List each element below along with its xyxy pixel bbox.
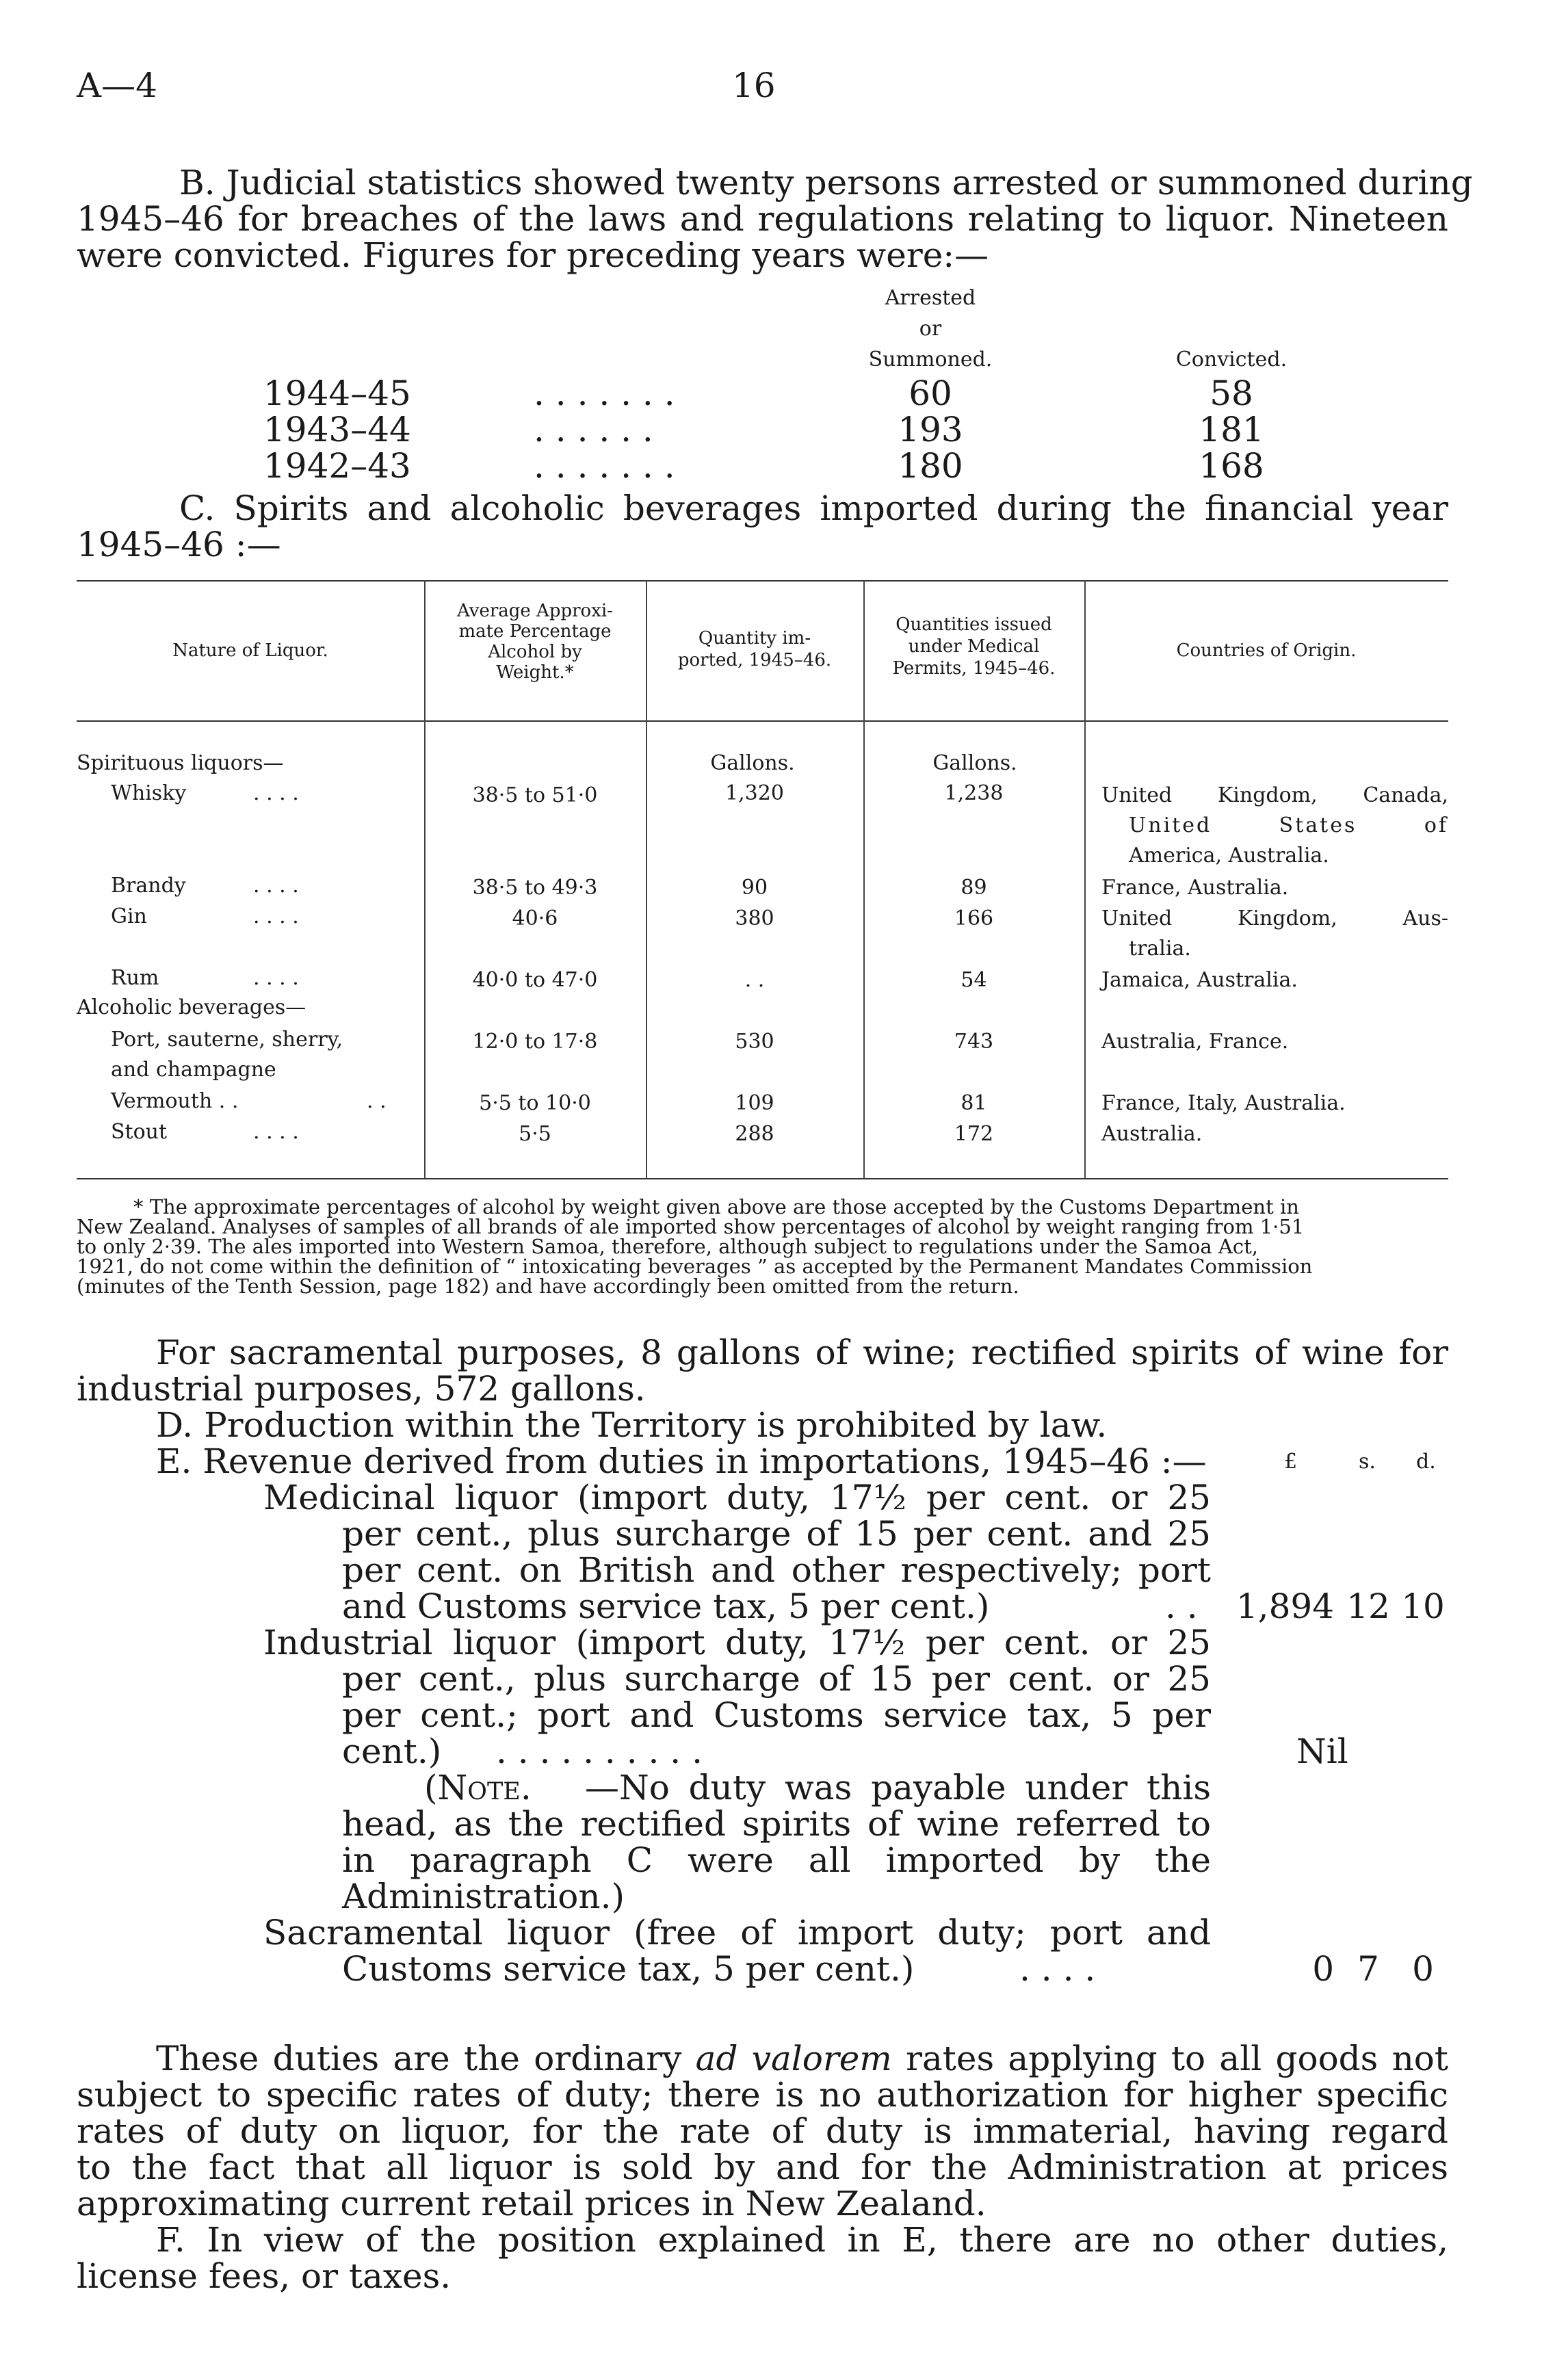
alcohol-percent: 38·5 to 49·3 <box>472 876 598 900</box>
note-line-1: —No duty was payable under this <box>585 1768 1211 1807</box>
header-percent-1: Average Approxi- <box>457 601 613 621</box>
liquor-name: Vermouth . . <box>111 1089 239 1113</box>
footnote-line: New Zealand. Analyses of samples of all brands of ale imported show percentages of alcohol by weight ranging from 1·51 <box>77 1215 1305 1238</box>
medicinal-line-3: per cent. on British and other respectively; port <box>342 1550 1211 1590</box>
quantity-imported: 90 <box>741 876 768 900</box>
leader-dots: . . . . <box>253 781 299 805</box>
closing-line-1-start: These duties are the ordinary <box>156 2039 696 2078</box>
closing-line-5: approximating current retail prices in New Zealand. <box>77 2184 986 2223</box>
sacramental-paragraph-line-1: For sacramental purposes, 8 gallons of wine; rectified spirits of wine for <box>156 1333 1448 1372</box>
stats-arrested: 193 <box>898 410 963 449</box>
table-bottom-rule <box>77 1178 1448 1179</box>
leader-dots: . . . . <box>253 1120 299 1144</box>
origin-line: tralia. <box>1129 937 1191 961</box>
liquor-name: Stout <box>111 1120 168 1144</box>
footnote-line: * The approximate percentages of alcohol by weight given above are those accepted by the Customs Department in <box>133 1195 1299 1218</box>
origin-line: France, Australia. <box>1101 876 1289 900</box>
sacramental-leader-dots: . . . . <box>1019 1949 1096 1989</box>
currency-pounds-heading: £ <box>1284 1450 1298 1474</box>
alcohol-percent: 5·5 <box>519 1122 551 1146</box>
section-f-line-2: license fees, or taxes. <box>77 2256 452 2296</box>
medicinal-leader-dots: . . <box>1165 1587 1198 1626</box>
alcohol-percent: 40·6 <box>512 906 558 930</box>
alcohol-percent: 38·5 to 51·0 <box>472 783 598 807</box>
sacramental-line-1: Sacramental liquor (free of import duty; port and <box>263 1913 1211 1953</box>
origin-line: France, Italy, Australia. <box>1101 1091 1346 1115</box>
note-line-3: in paragraph C were all imported by the <box>342 1840 1211 1880</box>
medicinal-amount-pounds: 1,894 <box>1236 1587 1334 1626</box>
closing-line-1-end: rates applying to all goods not <box>891 2039 1449 2078</box>
footnote-line: to only 2·39. The ales imported into Western Samoa, therefore, although subject to regulations under the Samoa Act, <box>77 1235 1258 1258</box>
quantity-medical: 1,238 <box>944 781 1004 805</box>
section-b-line-2: 1945–46 for breaches of the laws and regulations relating to liquor. Nineteen <box>77 199 1448 239</box>
section-c-line-1: C. Spirits and alcoholic beverages imported during the financial year <box>179 488 1448 528</box>
header-origin: Countries of Origin. <box>1176 640 1357 661</box>
note-line-2: head, as the rectified spirits of wine referred to <box>342 1804 1211 1844</box>
industrial-leader-dots: . . . . . . . . . . <box>496 1732 703 1771</box>
liquor-name: Port, sauterne, sherry, <box>111 1028 343 1052</box>
header-medical-2: under Medical <box>908 636 1040 657</box>
stats-convicted: 168 <box>1199 446 1264 486</box>
alcohol-percent: 5·5 to 10·0 <box>479 1091 591 1115</box>
quantity-medical: 89 <box>961 876 987 900</box>
liquor-name-continued: and champagne <box>111 1058 276 1082</box>
stats-year: 1944–45 <box>263 374 411 413</box>
quantity-medical: 81 <box>961 1091 987 1115</box>
stats-leader: . . . . . . . <box>534 374 675 413</box>
industrial-line-4: cent.) <box>342 1732 442 1771</box>
header-imported-1: Quantity im- <box>698 628 811 649</box>
industrial-line-2: per cent., plus surcharge of 15 per cent. or 25 <box>342 1659 1211 1699</box>
section-b-line-1: B. Judicial statistics showed twenty persons arrested or summoned during <box>179 163 1473 203</box>
liquor-name: Brandy <box>111 874 186 898</box>
liquor-name: Whisky <box>111 781 187 805</box>
stats-leader: . . . . . . <box>534 410 653 449</box>
col-convicted-heading: Convicted. <box>1175 348 1288 371</box>
quantity-medical: 172 <box>954 1122 994 1146</box>
sacramental-amount-pounds: 0 <box>1312 1949 1334 1989</box>
header-percent-2: mate Percentage <box>458 621 612 642</box>
stats-arrested: 60 <box>909 374 952 413</box>
medicinal-amount-shillings: 12 <box>1346 1587 1390 1626</box>
table-top-rule <box>77 580 1448 582</box>
medicinal-amount-pence: 10 <box>1401 1587 1445 1626</box>
origin-line: United Kingdom, Aus- <box>1101 906 1448 930</box>
header-medical-1: Quantities issued <box>896 614 1052 635</box>
group-alcoholic: Alcoholic beverages— <box>77 995 306 1019</box>
col-arrested-heading-2: or <box>919 317 942 341</box>
header-imported-2: ported, 1945–46. <box>677 650 832 670</box>
liquor-name: Rum <box>111 966 159 990</box>
stats-convicted: 181 <box>1199 410 1264 449</box>
closing-line-1 <box>156 2040 1448 2078</box>
quantity-imported: 288 <box>735 1122 774 1146</box>
quantity-imported: 530 <box>735 1030 774 1054</box>
header-percent-4: Weight.* <box>496 662 574 683</box>
origin-line: Jamaica, Australia. <box>1101 968 1298 992</box>
industrial-line-1: Industrial liquor (import duty, 17½ per cent. or 25 <box>263 1623 1211 1662</box>
stats-convicted: 58 <box>1210 374 1253 413</box>
sacramental-amount-pence: 0 <box>1412 1949 1434 1989</box>
section-b-line-3: were convicted. Figures for preceding years were:— <box>77 235 989 275</box>
quantity-medical: 54 <box>961 968 987 992</box>
alcohol-percent: 12·0 to 17·8 <box>472 1030 598 1054</box>
note-line-4: Administration.) <box>342 1877 625 1916</box>
quantity-medical: 743 <box>954 1030 994 1054</box>
group-spirituous: Spirituous liquors— <box>77 751 284 775</box>
stats-arrested: 180 <box>898 446 963 486</box>
sacramental-line-2: Customs service tax, 5 per cent.) <box>342 1949 915 1989</box>
quantity-imported: 109 <box>735 1091 774 1115</box>
stats-leader: . . . . . . . <box>534 446 675 486</box>
closing-line-3: rates of duty on liquor, for the rate of duty is immaterial, having regard <box>77 2111 1448 2151</box>
leader-dots: . . . . <box>253 874 299 898</box>
sacramental-amount-shillings: 7 <box>1357 1949 1379 1989</box>
stats-year: 1943–44 <box>263 410 411 449</box>
origin-line: Australia. <box>1101 1122 1203 1146</box>
col-arrested-heading-3: Summoned. <box>868 348 993 371</box>
origin-line: America, Australia. <box>1129 844 1329 867</box>
unit-medical: Gallons. <box>932 751 1017 775</box>
section-f-line-1: F. In view of the position explained in E, there are no other duties, <box>156 2220 1448 2260</box>
currency-pence-heading: d. <box>1416 1450 1436 1474</box>
closing-line-4: to the fact that all liquor is sold by and for the Administration at prices <box>77 2147 1448 2187</box>
closing-italic-phrase: ad valorem <box>695 2039 892 2078</box>
quantity-imported: 380 <box>735 906 774 930</box>
table-header-rule <box>77 720 1448 722</box>
section-e-intro: E. Revenue derived from duties in importations, 1945–46 :— <box>156 1441 1207 1481</box>
liquor-name: Gin <box>111 904 147 928</box>
alcohol-percent: 40·0 to 47·0 <box>472 968 598 992</box>
stats-year: 1942–43 <box>263 446 411 486</box>
origin-line: United Kingdom, Canada, <box>1101 783 1448 807</box>
industrial-line-3: per cent.; port and Customs service tax, 5 per <box>342 1695 1211 1735</box>
unit-imported: Gallons. <box>710 751 795 775</box>
header-percent-3: Alcohol by <box>488 642 582 662</box>
note-label: (Note. <box>424 1768 532 1807</box>
origin-line: United States of <box>1129 813 1448 837</box>
header-medical-3: Permits, 1945–46. <box>892 658 1056 679</box>
closing-line-2: subject to specific rates of duty; there is no authorization for higher specific <box>77 2075 1448 2115</box>
col-arrested-heading-1: Arrested <box>885 286 976 310</box>
table-column-divider <box>1084 580 1086 1178</box>
quantity-imported: . . <box>744 968 765 992</box>
leader-dots: . . . . <box>253 904 299 928</box>
section-d: D. Production within the Territory is prohibited by law. <box>156 1405 1108 1445</box>
quantity-medical: 166 <box>954 906 994 930</box>
footnote-line: 1921, do not come within the definition of “ intoxicating beverages ” as accepted by the Permanent Mandates Commission <box>77 1255 1313 1278</box>
origin-line: Australia, France. <box>1101 1030 1289 1054</box>
medicinal-line-2: per cent., plus surcharge of 15 per cent. and 25 <box>342 1514 1211 1554</box>
leader-dots: . . <box>367 1089 387 1113</box>
section-c-line-2: 1945–46 :— <box>77 525 281 564</box>
currency-shillings-heading: s. <box>1359 1450 1376 1474</box>
series-code: A—4 <box>77 66 157 105</box>
sacramental-paragraph-line-2: industrial purposes, 572 gallons. <box>77 1369 646 1409</box>
footnote-line: (minutes of the Tenth Session, page 182) and have accordingly been omitted from the return. <box>77 1275 1019 1298</box>
medicinal-line-4: and Customs service tax, 5 per cent.) <box>342 1587 990 1626</box>
header-nature: Nature of Liquor. <box>172 640 328 661</box>
leader-dots: . . . . <box>253 966 299 990</box>
medicinal-line-1: Medicinal liquor (import duty, 17½ per cent. or 25 <box>263 1478 1211 1517</box>
page-number: 16 <box>732 66 776 105</box>
industrial-amount: Nil <box>1296 1732 1348 1771</box>
quantity-imported: 1,320 <box>725 781 784 805</box>
